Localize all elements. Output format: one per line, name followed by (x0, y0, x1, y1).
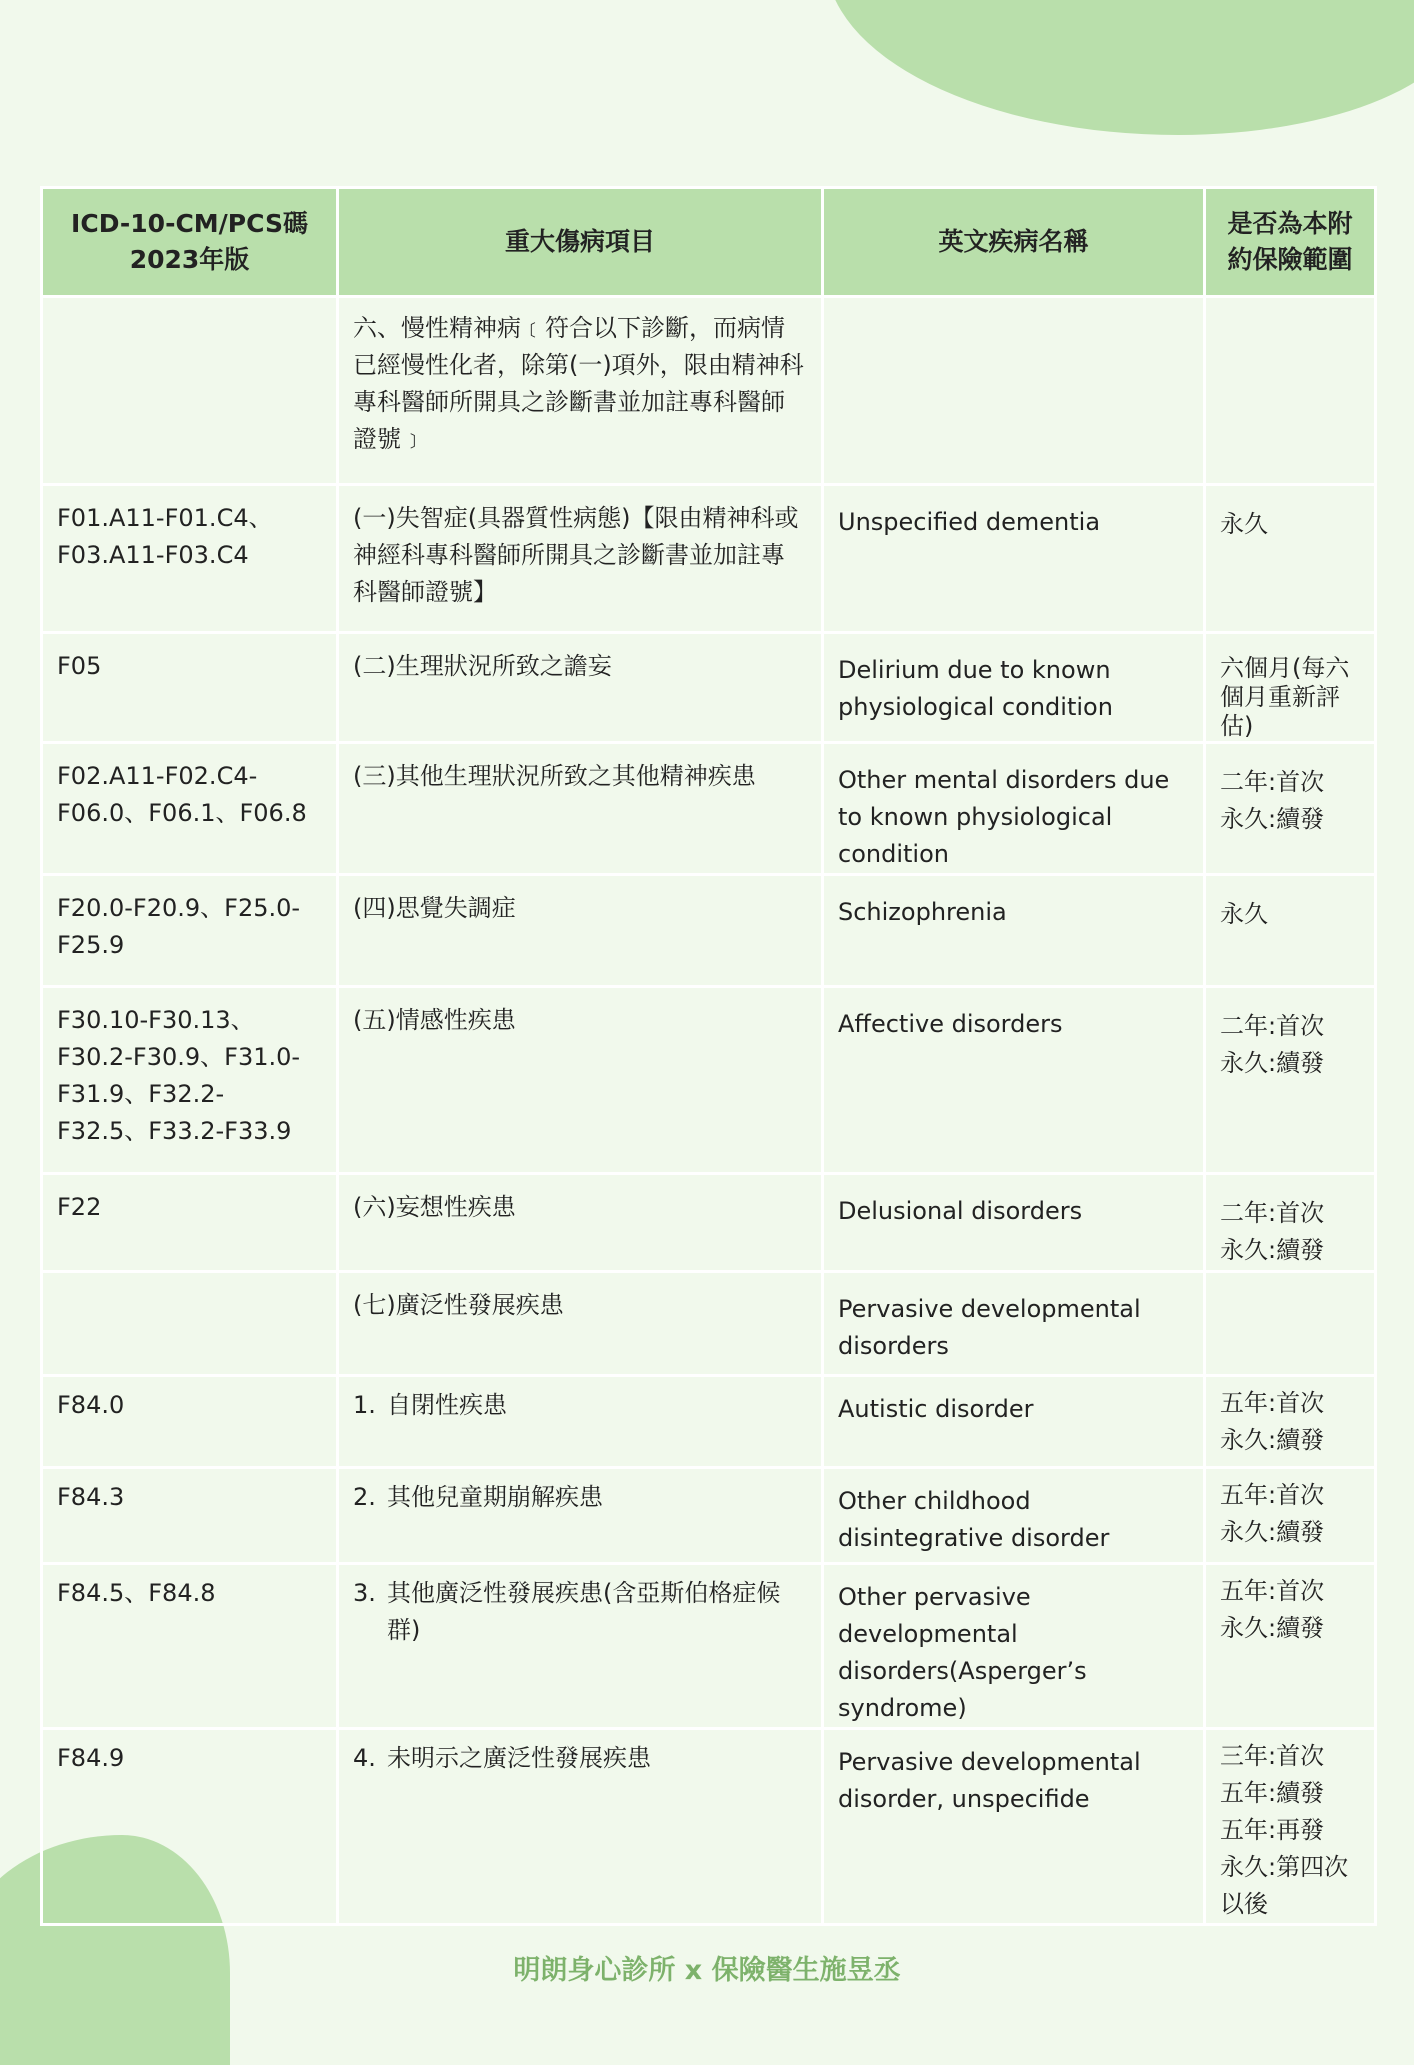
item-cell: (六)妄想性疾患 (338, 1174, 823, 1272)
list-number: 2. (353, 1483, 376, 1511)
english-cell: Unspecified dementia (823, 485, 1205, 633)
scope-cell (1205, 297, 1376, 485)
footer-credit: 明朗身心診所 x 保險醫生施昱丞 (513, 1955, 901, 1986)
code-cell: F01.A11-F01.C4、 F03.A11-F03.C4 (42, 485, 338, 633)
english-cell: Pervasive developmental disorders (823, 1272, 1205, 1376)
code-cell: F22 (42, 1174, 338, 1272)
code-cell: F30.10-F30.13、 F30.2-F30.9、F31.0- F31.9、F32.2- F32.5、F33.2-F33.9 (42, 987, 338, 1174)
english-cell: Pervasive developmental disorder, unspecifide (823, 1729, 1205, 1925)
table-row (42, 1564, 1376, 1729)
list-number: 3. (353, 1579, 376, 1607)
english-cell: Other childhood disintegrative disorder (823, 1468, 1205, 1564)
decorative-blob-top (826, 0, 1414, 135)
table-header-row (42, 188, 1376, 297)
table-row (42, 875, 1376, 987)
catastrophic-illness-table (40, 186, 1377, 1926)
code-cell (42, 1272, 338, 1376)
scope-cell: 三年:首次 五年:續發 五年:再發 永久:第四次以後 (1205, 1729, 1376, 1925)
scope-cell: 二年:首次 永久:續發 (1205, 743, 1376, 875)
code-cell: F84.5、F84.8 (42, 1564, 338, 1729)
scope-cell (1205, 1272, 1376, 1376)
list-number: 1. (353, 1391, 376, 1419)
code-cell: F05 (42, 633, 338, 743)
table-row (42, 743, 1376, 875)
scope-cell: 六個月(每六個月重新評估) (1205, 633, 1376, 743)
item-cell: 3. 其他廣泛性發展疾患(含亞斯伯格症候群) (338, 1564, 823, 1729)
table-row (42, 1729, 1376, 1925)
english-cell: Other pervasive developmental disorders(Asperger’s syndrome) (823, 1564, 1205, 1729)
table-row (42, 1376, 1376, 1468)
code-cell: F84.3 (42, 1468, 338, 1564)
table-row (42, 485, 1376, 633)
english-cell: Delusional disorders (823, 1174, 1205, 1272)
scope-cell: 五年:首次 永久:續發 (1205, 1376, 1376, 1468)
english-cell: Other mental disorders due to known physiological condition (823, 743, 1205, 875)
header-code: ICD-10-CM/PCS碼 2023年版 (42, 188, 338, 297)
code-cell: F84.9 (42, 1729, 338, 1925)
item-cell: (一)失智症(具器質性病態)【限由精神科或神經科專科醫師所開具之診斷書並加註專科醫師證號】 (338, 485, 823, 633)
list-number: 4. (353, 1744, 376, 1772)
table-row (42, 1174, 1376, 1272)
header-item: 重大傷病項目 (338, 188, 823, 297)
table-row (42, 297, 1376, 485)
english-cell: Delirium due to known physiological condition (823, 633, 1205, 743)
table-row (42, 987, 1376, 1174)
table-row (42, 1468, 1376, 1564)
english-cell (823, 297, 1205, 485)
scope-cell: 二年:首次 永久:續發 (1205, 987, 1376, 1174)
english-cell: Schizophrenia (823, 875, 1205, 987)
item-cell: (四)思覺失調症 (338, 875, 823, 987)
code-cell: F20.0-F20.9、F25.0- F25.9 (42, 875, 338, 987)
english-cell: Affective disorders (823, 987, 1205, 1174)
code-cell: F02.A11-F02.C4- F06.0、F06.1、F06.8 (42, 743, 338, 875)
scope-cell: 永久 (1205, 485, 1376, 633)
table-row (42, 633, 1376, 743)
item-cell: (三)其他生理狀況所致之其他精神疾患 (338, 743, 823, 875)
english-cell: Autistic disorder (823, 1376, 1205, 1468)
item-cell: (五)情感性疾患 (338, 987, 823, 1174)
code-cell (42, 297, 338, 485)
scope-cell: 五年:首次 永久:續發 (1205, 1564, 1376, 1729)
item-cell: (二)生理狀況所致之譫妄 (338, 633, 823, 743)
header-english: 英文疾病名稱 (823, 188, 1205, 297)
scope-cell: 二年:首次 永久:續發 (1205, 1174, 1376, 1272)
item-cell: (七)廣泛性發展疾患 (338, 1272, 823, 1376)
table-row (42, 1272, 1376, 1376)
item-cell: 1. 自閉性疾患 (338, 1376, 823, 1468)
code-cell: F84.0 (42, 1376, 338, 1468)
scope-cell: 五年:首次 永久:續發 (1205, 1468, 1376, 1564)
item-cell: 2. 其他兒童期崩解疾患 (338, 1468, 823, 1564)
item-cell: 4. 未明示之廣泛性發展疾患 (338, 1729, 823, 1925)
item-cell: 六、慢性精神病﹝符合以下診斷，而病情已經慢性化者，除第(一)項外，限由精神科專科醫師所開具之診斷書並加註專科醫師證號﹞ (338, 297, 823, 485)
scope-cell: 永久 (1205, 875, 1376, 987)
header-scope: 是否為本附 約保險範圍 (1205, 188, 1376, 297)
